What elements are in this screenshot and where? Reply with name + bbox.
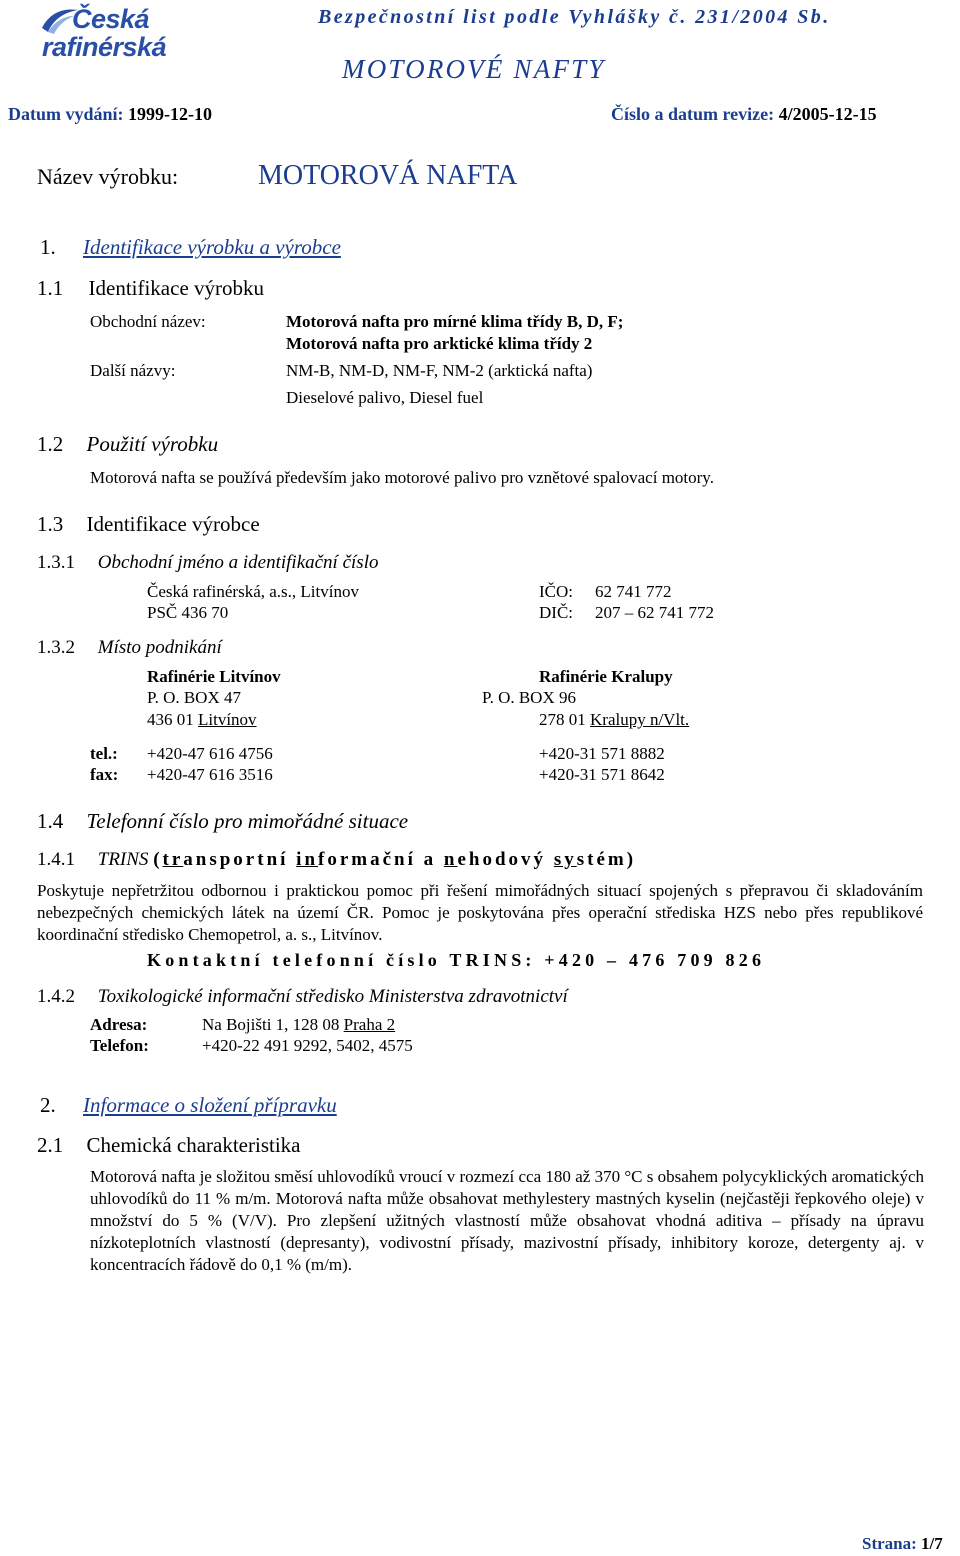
issue-date-line [8,104,212,125]
ico-label: IČO: [539,582,573,601]
issue-date-label: Datum vydání: [8,104,124,124]
section-1-4-title: Telefonní číslo pro mimořádné situace [86,809,409,833]
trade-name-label: Obchodní název: [90,312,206,331]
section-1-3-title: Identifikace výrobce [86,512,260,536]
section-2-number: 2. [40,1093,56,1117]
trins-contact: Kontaktní telefonní číslo TRINS: +420 – 476 709 826 [147,950,766,970]
site1-fax: +420-47 616 3516 [147,765,273,784]
trins-in: in [296,849,319,870]
logo-line1: Česká [72,4,150,34]
site2-tel: +420-31 571 8882 [539,744,665,763]
chemical-characteristics [90,1166,924,1276]
section-2-1-title: Chemická charakteristika [86,1133,301,1157]
dic-label: DIČ: [539,603,573,622]
trins-c: ehodový [457,849,547,870]
site2-fax: +420-31 571 8642 [539,765,665,784]
section-2-1-heading [37,1133,301,1157]
site1-address [147,710,257,730]
address-city: Praha 2 [343,1015,396,1034]
section-1-4-1-title: TRINS [97,849,149,870]
site2-zip: 278 01 [539,710,586,729]
section-1-number: 1. [40,235,56,259]
site2-address [539,710,689,730]
section-1-2-number: 1.2 [37,432,64,456]
section-1-4-heading [37,809,408,833]
page-number [862,1534,943,1554]
product-name: MOTOROVÁ NAFTA [258,160,518,191]
section-1-3-2-heading [37,637,222,659]
section-1-heading [40,235,341,259]
revision-line [611,104,877,125]
issue-date-value: 1999-12-10 [128,104,213,124]
section-1-4-2-number: 1.4.2 [37,986,75,1007]
trins-open: ( [153,849,163,870]
site1-box: P. O. BOX 47 [147,688,241,707]
company-logo [40,4,190,62]
other-names-line2: Dieselové palivo, Diesel fuel [286,388,484,407]
section-1-3-2-number: 1.3.2 [37,637,75,658]
section-1-3-2-title: Místo podnikání [97,637,222,658]
product-banner: MOTOROVÉ NAFTY [342,54,606,84]
other-names-label: Další názvy: [90,361,176,380]
fax-label: fax: [90,765,119,784]
trins-description-text: Poskytuje nepřetržitou odbornou i praktickou pomoc při řešení mimořádných situací spojených s přepravou či skladováním nebezpečných chemických látek na území ČR. Pomoc je poskytována přes operační střediska HZS nebo přes republikové koordinační středisko Chemopetrol, a. s., Litvínov. [37,881,923,944]
section-1-4-2-title: Toxikologické informační středisko Ministerstva zdravotnictví [97,986,568,1007]
section-1-4-1-number: 1.4.1 [37,849,75,870]
site2-city: Kralupy n/Vlt. [590,710,690,729]
usage-text: Motorová nafta se používá především jako motorové palivo pro vznětové spalovací motory. [90,468,714,487]
trins-ne: n [443,849,458,870]
section-1-3-1-number: 1.3.1 [37,552,75,573]
section-1-1-heading [37,276,264,300]
section-2-heading [40,1093,337,1117]
trins-tr: tr [162,849,184,870]
site2-box: P. O. BOX 96 [482,688,576,707]
site1-tel: +420-47 616 4756 [147,744,273,763]
revision-value: 4/2005-12-15 [778,104,877,124]
page-number-value: 1/7 [921,1534,943,1553]
site1-zip: 436 01 [147,710,194,729]
site1-name: Rafinérie Litvínov [147,667,281,686]
trins-a: ansportní [183,849,289,870]
section-1-3-1-heading [37,552,378,574]
ico-value: 62 741 772 [595,582,672,601]
address-street: Na Bojišti 1, 128 08 [202,1015,340,1034]
section-1-4-1-heading [37,849,636,871]
page-number-label: Strana: [862,1534,917,1553]
section-2-title[interactable]: Informace o složení přípravku [83,1093,337,1117]
section-1-1-number: 1.1 [37,276,64,300]
dic-value: 207 – 62 741 772 [595,603,714,622]
section-1-2-title: Použití výrobku [86,432,219,456]
section-1-1-title: Identifikace výrobku [88,276,265,300]
section-1-4-number: 1.4 [37,809,64,833]
other-names-line1: NM-B, NM-D, NM-F, NM-2 (arktická nafta) [286,361,593,380]
logo-line2: rafinérská [42,32,167,62]
section-1-title[interactable]: Identifikace výrobku a výrobce [83,235,341,259]
trins-expansion [153,849,636,870]
trins-description [37,880,923,946]
site2-name: Rafinérie Kralupy [539,667,673,686]
section-2-1-number: 2.1 [37,1133,64,1157]
address-value [202,1015,395,1035]
tel-label: tel.: [90,744,118,763]
company-psc: PSČ 436 70 [147,603,229,622]
phone-value: +420-22 491 9292, 5402, 4575 [202,1036,413,1055]
company-name: Česká rafinérská, a.s., Litvínov [147,582,359,601]
address-label: Adresa: [90,1015,148,1034]
chemical-characteristics-text: Motorová nafta je složitou směsí uhlovodíků vroucí v rozmezí cca 180 až 370 °C s obsahem polycyklických aromatických uhlovodíků do 11 % m/m. Motorová nafta může obsahovat methylestery mastných kyselin (nejčastěji řepkového oleje) v množství do 5 % (V/V). Pro zlepšení užitných vlastností může obsahovat vhodná aditiva – přísady na úpravu nízkoteplotních vlastností (depresanty), vodivostní přísady, mazivostní přísady, inhibitory koroze, detergenty aj. v koncentracích řádově do 0,1 % (m/m). [90,1167,924,1274]
product-name-label: Název výrobku: [37,164,179,189]
trins-sy: sy [553,849,577,870]
trins-b: formační a [318,849,437,870]
site1-city: Litvínov [198,710,257,729]
trins-d: stém) [576,849,637,870]
section-1-3-1-title: Obchodní jméno a identifikační číslo [97,552,379,573]
revision-label: Číslo a datum revize: [611,104,775,124]
section-1-4-2-heading [37,986,568,1008]
trade-name-line2: Motorová nafta pro arktické klima třídy 2 [286,334,593,353]
phone-label: Telefon: [90,1036,149,1055]
section-1-3-heading [37,512,260,536]
trade-name-line1: Motorová nafta pro mírné klima třídy B, D, F; [286,312,624,331]
section-1-2-heading [37,432,218,456]
section-1-3-number: 1.3 [37,512,64,536]
regulation-title: Bezpečnostní list podle Vyhlášky č. 231/2004 Sb. [318,6,831,28]
